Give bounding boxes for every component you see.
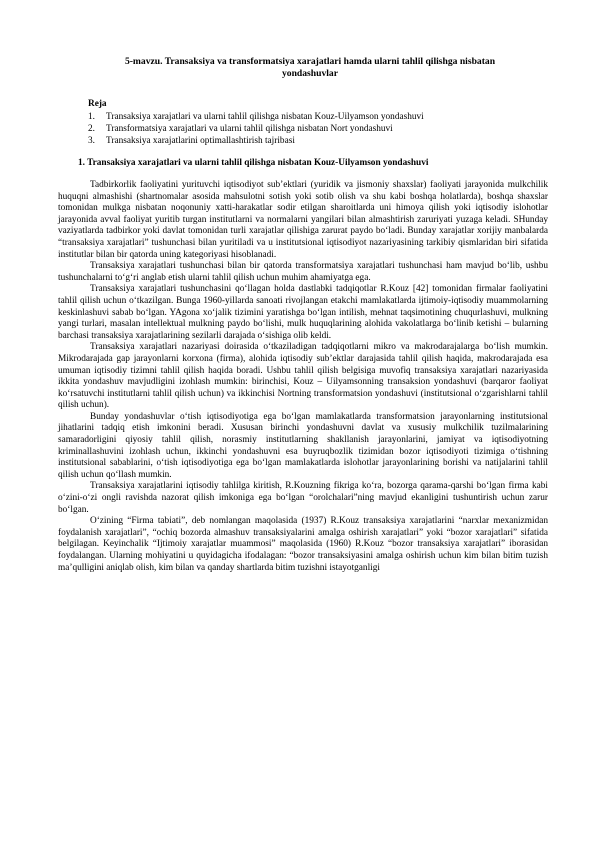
- plan-item-text: Transaksiya xarajatlarini optimallashtirish tajribasi: [106, 136, 295, 147]
- plan-item-number: 1.: [88, 112, 95, 122]
- section-title: 1. Transaksiya xarajatlari va ularni tahlil qilishga nisbatan Kouz-Uilyamson yondashuvi: [78, 158, 429, 168]
- paragraph: Transaksiya xarajatlari tushunchasini qo‘llagan holda dastlabki tadqiqotlar R.Kouz [42] tomonidan firmalar faoliyatini tahlil qilish uchun o‘tkazilgan. Bunga 1960-yillarda sanoati rivojlangan etakchi mamlakatlarda ijtimoiy-iqtisodiy muammolarning keskinlashuvi sabab bo‘lgan. YAgona xo‘jalik tizimini yaratishga bo‘lgan intilish, mehnat taqsimotining chuqurlashuvi, mulkning yangi turlari, masalan intellektual mulkning paydo bo‘lishi, mulk huquqlarining alohida vakolatlarga bo‘linib ketishi – bularning barchasi transaksiya xarajatlarining sezilarli darajada o‘sishiga olib keldi.: [58, 284, 548, 341]
- document-title: 5-mavzu. Transaksiya va transformatsiya xarajatlari hamda ularni tahlil qilishga nisbatan yondashuvlar: [124, 56, 496, 80]
- plan-item-text: Transformatsiya xarajatlari va ularni tahlil qilishga nisbatan Nort yondashuvi: [106, 124, 393, 135]
- paragraph: Transaksiya xarajatlarini iqtisodiy tahlilga kiritish, R.Kouzning fikriga ko‘ra, bozorga qarama-qarshi bo‘lgan firma kabi o‘zini-o‘zi ongli ravishda nazorat qilish imkoniga ega bo‘lgan “orolchalari”ning mavjud ekanligini tushuntirish uchun zarur bo‘lgan.: [58, 481, 548, 515]
- paragraph: Transaksiya xarajatlari nazariyasi doirasida o‘tkaziladigan tadqiqotlarni mikro va makrodarajalarga bo‘lish mumkin. Mikrodarajada gap jarayonlarni korxona (firma), alohida iqtisodiy sub’ektlar darajasida tahlil qilish haqida, makrodarajada esa umuman iqtisodiy tizimni tahlil qilish haqida boradi. Ushbu tahlil qilish belgisiga muvofiq transaksiya xarajatlari nazariyasida ikkita yondashuv mavjudligini izohlash mumkin: birinchisi, Kouz – Uilyamsonning transaksion yondashuvi (barqaror faoliyat ko‘rsatuvchi institutlarni tahlil qilish uchun) va ikkinchisi Nortning transformatsion yondashuvi (institutsional o‘zgarishlarni tahlil qilish uchun).: [58, 342, 548, 411]
- plan-item-number: 2.: [88, 124, 95, 135]
- plan-heading: Reja: [88, 99, 107, 109]
- plan-item-number: 3.: [88, 136, 95, 147]
- paragraph: Bunday yondashuvlar o‘tish iqtisodiyotiga ega bo‘lgan mamlakatlarda transformatsion jarayonlarning institutsional jihatlarini tadqiq etish imkonini beradi. Xususan birinchi yondashuvni davlat va xususiy mulkchilik tuzilmalarining samaradorligini qiyosiy tahlil qilish, norasmiy institutlarning shakllanish jarayonlarini, jamiyat va iqtisodiyotning kriminallashuvini izohlash uchun, ikkinchi yondashuvni esa buyruqbozlik tizimidan bozor iqtisodiyoti tizimiga o‘tishning institutsional sabablarini, o‘tish iqtisodiyotiga ega bo‘lgan mamlakatlarda islohotlar jarayonlarining borishi va natijalarini tahlil qilish uchun qo‘llash mumkin.: [58, 411, 548, 480]
- paragraph: Tadbirkorlik faoliyatini yurituvchi iqtisodiyot sub’ektlari (yuridik va jismoniy shaxslar) faoliyati jarayonida mulkchilik huquqni almashishi (shartnomalar asosida mahsulotni sotish yoki sotib olish va shu kabi boshqa holatlarda), boshqa shaxslar tomonidan mulkga nisbatan noqonuniy xatti-harakatlar sodir etilgan sharoitlarda uni himoya qilish yoki iqtisodiy islohotlar jarayonida avval faoliyat yuritib turgan institutlarni va normalarni yangilari bilan almashtirish zaruriyati yuzaga keladi. SHunday vaziyatlarda tadbirkor yoki davlat tomonidan turli xarajatlar qilishiga zarurat paydo bo‘ladi. Bunday xarajatlar xorijiy manbalarda “transaksiya xarajatlari” tushunchasi bilan yuritiladi va u institutsional iqtisodiyot nazariyasining tarkibiy qismlaridan biri sifatida institutlar bilan bir qatorda uning kategoriyasi hisoblanadi.: [58, 180, 548, 260]
- paragraph: Transaksiya xarajatlari tushunchasi bilan bir qatorda transformatsiya xarajatlari tushunchasi ham mavjud bo‘lib, ushbu tushunchalarni to‘g‘ri anglab etish ularni tahlil qilish uchun muhim ahamiyatga ega.: [58, 261, 548, 283]
- paragraph: O‘zining “Firma tabiati”, deb nomlangan maqolasida (1937) R.Kouz transaksiya xarajatlarini “narxlar mexanizmidan foydalanish xarajatlari”, “ochiq bozorda almashuv transaksiyalarini amalga oshirish xarajatlari” yoki “bozor xarajatlari” sifatida belgilagan. Keyinchalik “Ijtimoiy xarajatlar muammosi” maqolasida (1960) R.Kouz “bozor transaksiya xarajatlari” iborasidan foydalangan. Ularning mohiyatini u quyidagicha ifodalagan: “bozor transaksiyasini amalga oshirish uchun kim bilan bitim tuzish ma’qulligini aniqlab olish, kim bilan va qanday shartlarda bitim tuzishni istayotganligi: [58, 516, 548, 573]
- plan-item-text: Transaksiya xarajatlari va ularni tahlil qilishga nisbatan Kouz-Uilyamson yondashuvi: [106, 112, 424, 122]
- body-text: [58, 180, 548, 574]
- plan-item: [88, 112, 424, 124]
- plan-list: [88, 112, 424, 149]
- plan-item: [88, 136, 424, 148]
- plan-item: [88, 124, 424, 136]
